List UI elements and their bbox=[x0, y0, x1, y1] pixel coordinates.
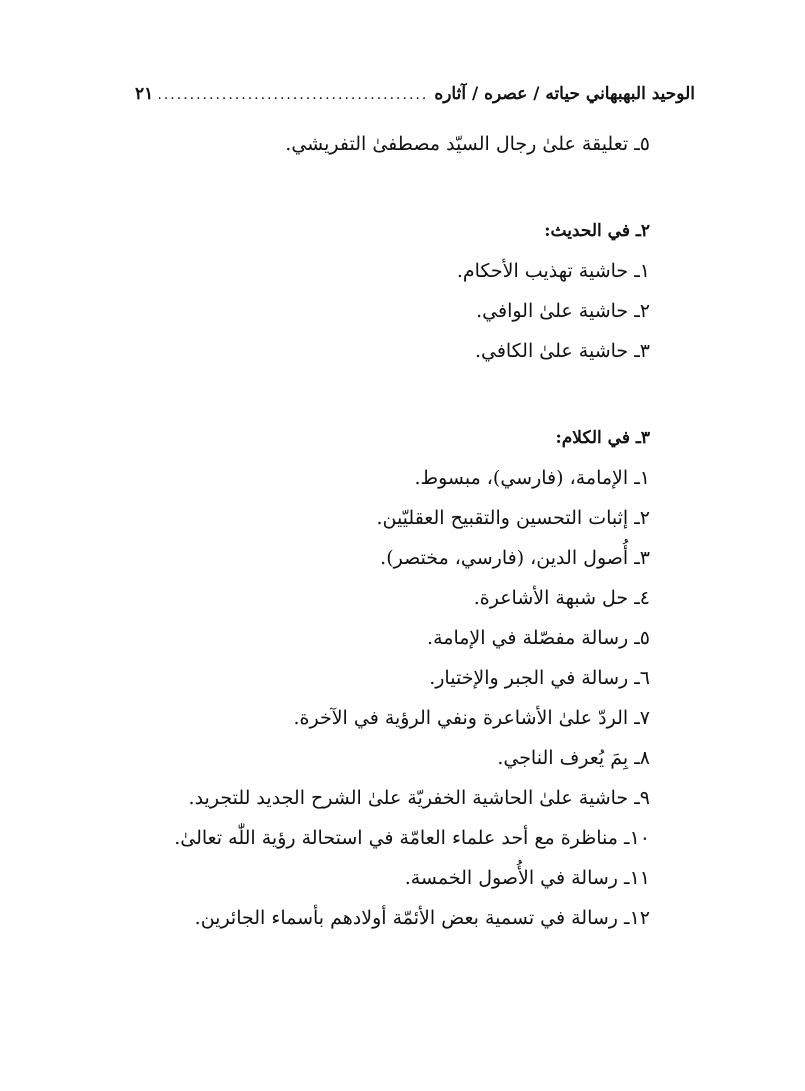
list-item: ٦ـ رسالة في الجبر والإختيار. bbox=[429, 667, 650, 689]
list-item: ٢ـ حاشية علىٰ الوافي. bbox=[476, 300, 650, 322]
page-number: ٢١ bbox=[135, 84, 154, 104]
header-leader-dots bbox=[159, 87, 428, 103]
section-heading-kalam: ٣ـ في الكلام: bbox=[555, 428, 650, 448]
list-item: ٧ـ الردّ علىٰ الأشاعرة ونفي الرؤية في الآخرة. bbox=[293, 707, 650, 729]
section-heading-hadith: ٢ـ في الحديث: bbox=[544, 221, 650, 241]
list-item: ١ـ الإمامة، (فارسي)، مبسوط. bbox=[414, 467, 650, 489]
list-item: ٥ـ تعليقة علىٰ رجال السيّد مصطفىٰ التفريشي. bbox=[285, 133, 650, 155]
list-item: ٥ـ رسالة مفصّلة في الإمامة. bbox=[427, 627, 650, 649]
list-item: ٨ـ بِمَ يُعرف الناجي. bbox=[497, 747, 650, 769]
list-item: ١٠ـ مناظرة مع أحد علماء العامّة في استحالة رؤية اللّٰه تعالىٰ. bbox=[174, 827, 650, 849]
header-title: الوحيد البهبهاني حياته / عصره / آثاره bbox=[434, 84, 695, 104]
list-item: ٣ـ حاشية علىٰ الكافي. bbox=[474, 340, 650, 362]
list-item: ٣ـ أُصول الدين، (فارسي، مختصر). bbox=[380, 547, 650, 569]
list-item: ٤ـ حل شبهة الأشاعرة. bbox=[473, 587, 650, 609]
list-item: ٩ـ حاشية علىٰ الحاشية الخفريّة علىٰ الشرح الجديد للتجريد. bbox=[188, 787, 650, 809]
list-item: ١ـ حاشية تهذيب الأحكام. bbox=[456, 260, 650, 282]
list-item: ٢ـ إثبات التحسين والتقبيح العقليّين. bbox=[376, 507, 650, 529]
list-item: ١٢ـ رسالة في تسمية بعض الأئمّة أولادهم بأسماء الجائرين. bbox=[194, 907, 650, 929]
running-header bbox=[135, 84, 695, 114]
list-item: ١١ـ رسالة في الأُصول الخمسة. bbox=[404, 867, 650, 889]
page-body bbox=[130, 124, 650, 938]
